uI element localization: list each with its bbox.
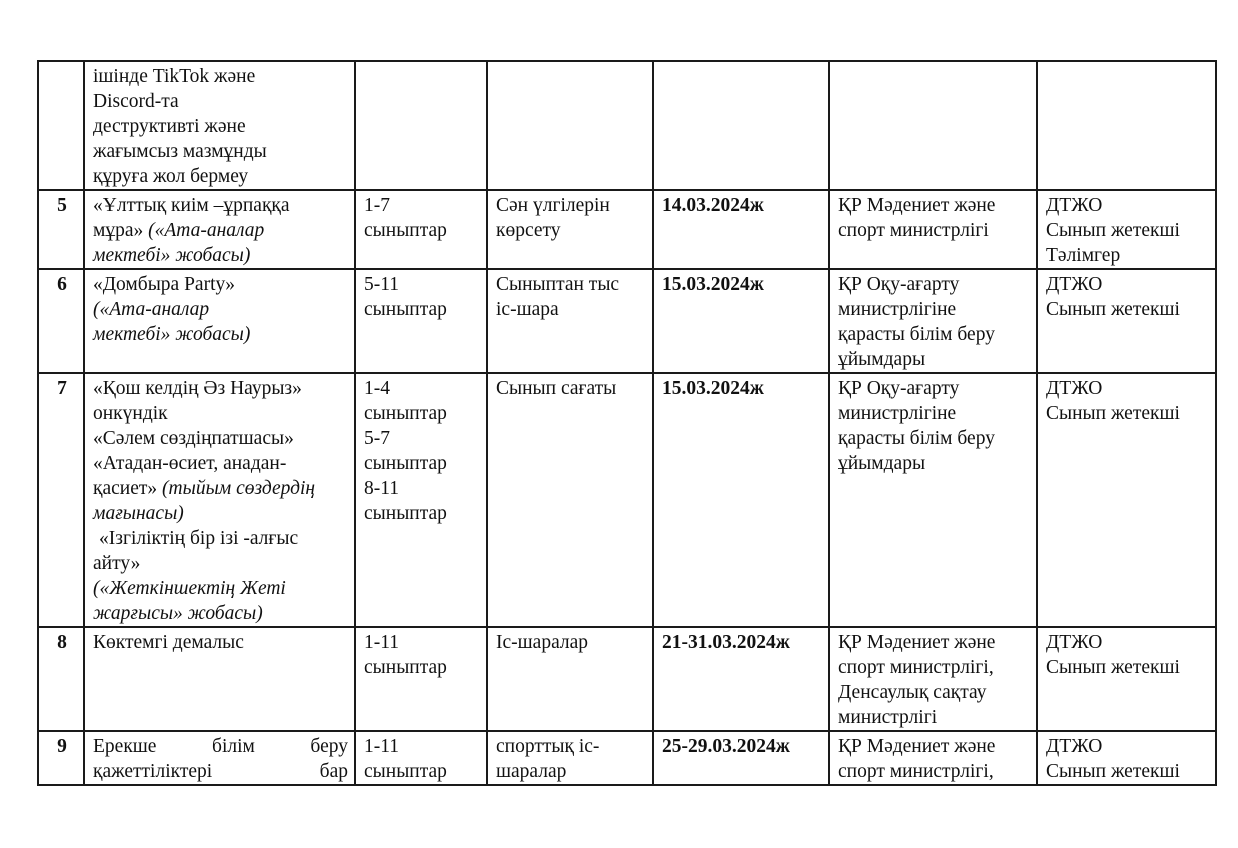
grades-line: 5-7 [364,428,390,449]
responsible-cell [1037,190,1216,269]
responsible-line: ДТЖО [1046,195,1103,216]
form-line: шаралар [496,761,567,782]
table-row [38,61,1216,190]
event-line: онкүндік [93,403,168,424]
form-line: Сыныптан тыс [496,274,620,295]
organizer-line: ұйымдары [838,453,926,474]
organizer-cell [829,731,1037,785]
responsible-cell [1037,731,1216,785]
grades-line: 8-11 [364,478,400,499]
grades-cell [355,373,487,627]
grades-cell [355,731,487,785]
grades-line: сыныптар [364,299,447,320]
responsible-cell [1037,61,1216,190]
form-cell [487,627,653,731]
grades-line: сыныптар [364,453,447,474]
form-line: іс-шара [496,299,559,320]
organizer-line: министрлігіне [838,299,957,320]
responsible-cell [1037,627,1216,731]
event-project: («Ата-аналар [93,299,210,320]
event-word: қажеттіліктері [93,761,213,782]
organizer-line: ҚР Мәдениет және [838,632,996,653]
table-row [38,373,1216,627]
form-cell [487,373,653,627]
row-number [38,61,84,190]
event-note: (тыйым сөздердің [157,478,316,499]
event-line: «Ұлттық киім –ұрпаққа [93,195,290,216]
form-line: спорттық іс- [496,736,600,757]
responsible-cell [1037,373,1216,627]
event-project: мектебі» жобасы) [93,245,251,266]
event-line: деструктивті және [93,116,246,137]
event-text: мұра» [93,220,144,241]
event-line: «Домбыра Party» [93,274,235,295]
date-cell: 15.03.2024ж [653,269,829,373]
event-line: «Атадан-өсиет, анадан- [93,453,287,474]
organizer-line: Денсаулық сақтау [838,682,987,703]
responsible-line: Сынып жетекші [1046,761,1180,782]
event-project: мектебі» жобасы) [93,324,251,345]
responsible-line: Сынып жетекші [1046,657,1180,678]
event-line [93,476,348,501]
table-row [38,627,1216,731]
date-cell: 25-29.03.2024ж [653,731,829,785]
organizer-line: министрлігіне [838,403,957,424]
responsible-line: Сынып жетекші [1046,403,1180,424]
responsible-line: ДТЖО [1046,378,1103,399]
event-line: Discord-та [93,91,179,112]
grades-line: 1-11 [364,632,400,653]
date-cell [653,61,829,190]
organizer-cell [829,627,1037,731]
grades-line: сыныптар [364,657,447,678]
responsible-line: Сынып жетекші [1046,299,1180,320]
grades-line: сыныптар [364,761,447,782]
date-cell: 21-31.03.2024ж [653,627,829,731]
organizer-cell [829,269,1037,373]
event-text: қасиет» [93,478,158,499]
grades-line: 5-11 [364,274,400,295]
event-line: «Қош келдің Әз Наурыз» [93,378,302,399]
event-line: «Сәлем сөздіңпатшасы» [93,428,294,449]
grades-cell [355,269,487,373]
event-project: («Жеткіншектің Жеті [93,578,286,599]
organizer-cell [829,190,1037,269]
grades-line: сыныптар [364,503,447,524]
event-project: жарғысы» жобасы) [93,603,263,624]
grades-line: 1-11 [364,736,400,757]
date-cell: 14.03.2024ж [653,190,829,269]
event-line: жағымсыз мазмұнды [93,141,267,162]
event-word: Ерекше [93,736,157,757]
organizer-line: ұйымдары [838,349,926,370]
date-cell: 15.03.2024ж [653,373,829,627]
event-cell [84,731,355,785]
row-number: 7 [38,373,84,627]
organizer-line: ҚР Мәдениет және [838,195,996,216]
organizer-line: спорт министрлігі, [838,761,994,782]
organizer-line: ҚР Оқу-ағарту [838,274,960,295]
event-cell [84,627,355,731]
row-number: 5 [38,190,84,269]
organizer-line: министрлігі [838,707,938,728]
form-line: Сән үлгілерін [496,195,610,216]
form-cell [487,61,653,190]
organizer-line: ҚР Оқу-ағарту [838,378,960,399]
event-line [93,759,348,784]
responsible-cell [1037,269,1216,373]
row-number: 6 [38,269,84,373]
event-line [93,218,348,243]
event-cell [84,269,355,373]
events-table [37,60,1217,786]
grades-line: 1-4 [364,378,390,399]
event-word: білім [212,736,255,757]
organizer-line: қарасты білім беру [838,324,995,345]
grades-line: сыныптар [364,403,447,424]
table-row [38,190,1216,269]
organizer-cell [829,373,1037,627]
form-cell [487,269,653,373]
form-cell [487,731,653,785]
responsible-line: Тәлімгер [1046,245,1121,266]
event-cell [84,190,355,269]
event-line: Көктемгі демалыс [93,632,244,653]
event-cell [84,373,355,627]
event-line: «Ізгіліктің бір ізі -алғыс [99,528,299,549]
organizer-line: спорт министрлігі [838,220,989,241]
form-line: Сынып сағаты [496,378,617,399]
responsible-line: ДТЖО [1046,274,1103,295]
event-line: айту» [93,553,141,574]
organizer-cell [829,61,1037,190]
form-line: Іс-шаралар [496,632,589,653]
form-cell [487,190,653,269]
event-project: («Ата-аналар [143,220,265,241]
event-word: беру [310,736,348,757]
event-cell [84,61,355,190]
form-line: көрсету [496,220,561,241]
organizer-line: ҚР Мәдениет және [838,736,996,757]
event-word: бар [319,761,348,782]
grades-cell [355,627,487,731]
event-note: мағынасы) [93,503,184,524]
responsible-line: Сынып жетекші [1046,220,1180,241]
grades-cell [355,190,487,269]
event-line: құруға жол бермеу [93,166,249,187]
row-number: 9 [38,731,84,785]
grades-line: сыныптар [364,220,447,241]
table-row [38,731,1216,785]
grades-line: 1-7 [364,195,390,216]
event-line [93,734,348,759]
responsible-line: ДТЖО [1046,632,1103,653]
table-row [38,269,1216,373]
row-number: 8 [38,627,84,731]
grades-cell [355,61,487,190]
responsible-line: ДТЖО [1046,736,1103,757]
organizer-line: қарасты білім беру [838,428,995,449]
event-line: ішінде TikTok және [93,66,256,87]
organizer-line: спорт министрлігі, [838,657,994,678]
